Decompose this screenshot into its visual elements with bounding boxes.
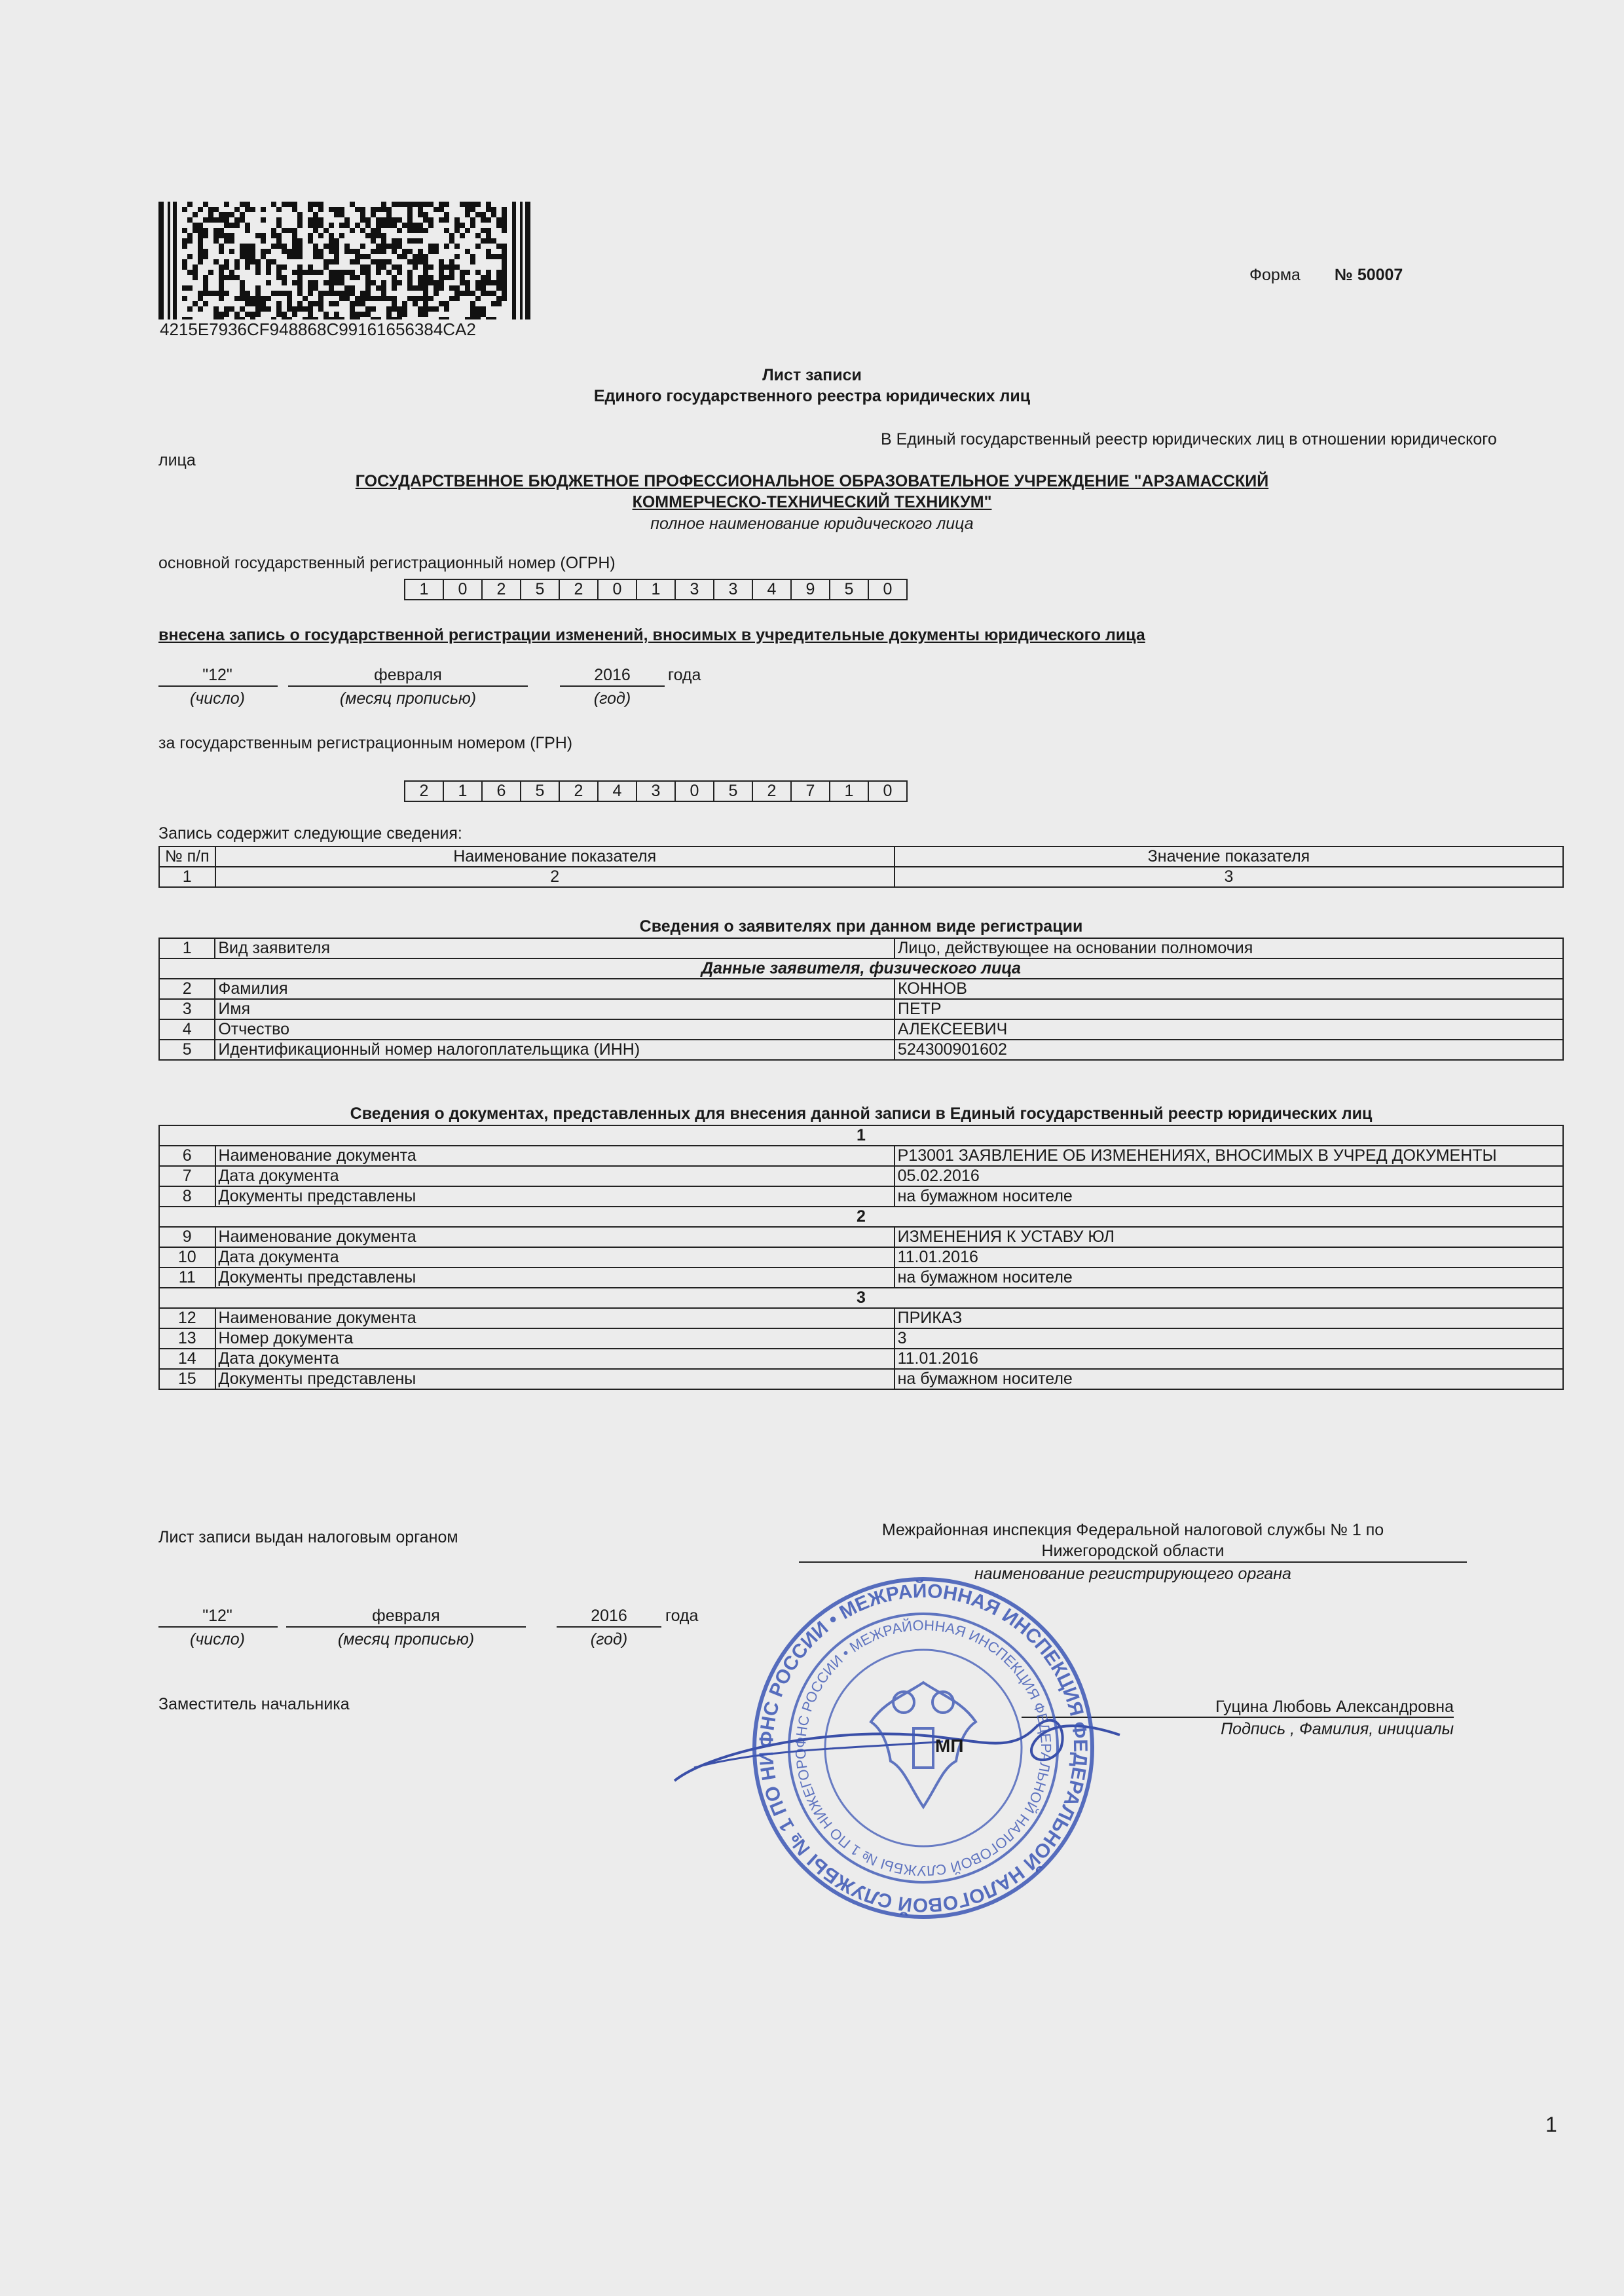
table-row (159, 1186, 1563, 1207)
intro-line1: В Единый государственный реестр юридических лиц в отношении юридического (881, 430, 1497, 448)
row-value: 3 (895, 1328, 1563, 1349)
table-row (159, 999, 1563, 1019)
table-row (159, 1247, 1563, 1267)
date1-year: 2016 (594, 666, 631, 684)
row-number: 1 (159, 938, 215, 958)
org-name-line1: ГОСУДАРСТВЕННОЕ БЮДЖЕТНОЕ ПРОФЕССИОНАЛЬНОЕ ОБРАЗОВАТЕЛЬНОЕ УЧРЕЖДЕНИЕ "АРЗАМАССКИЙ (355, 472, 1269, 490)
date2-year-caption: (год) (590, 1630, 628, 1649)
col-index-2: 2 (215, 867, 895, 887)
ogrn-digit: 0 (598, 579, 637, 600)
row-value: 524300901602 (895, 1040, 1563, 1060)
ogrn-digit: 9 (791, 579, 830, 600)
ogrn-digit: 3 (714, 579, 752, 600)
ogrn-digit: 1 (637, 579, 675, 600)
signer-name: Гуцина Любовь Александровна (1215, 1698, 1454, 1716)
col-header-label: Наименование показателя (215, 847, 895, 867)
table-row (159, 1328, 1563, 1349)
date1-month-caption: (месяц прописью) (339, 689, 477, 708)
date2-suffix: года (665, 1607, 699, 1625)
doc-group-number: 1 (159, 1125, 1563, 1146)
row-value: 05.02.2016 (895, 1166, 1563, 1186)
grn-digit: 1 (830, 781, 868, 801)
title-line1: Лист записи (762, 366, 862, 384)
row-label: Фамилия (215, 979, 895, 999)
row-number: 4 (159, 1019, 215, 1040)
row-number: 10 (159, 1247, 215, 1267)
documents-title: Сведения о документах, представленных для внесения данной записи в Единый государственный реестр юридических лиц (350, 1104, 1373, 1123)
date2-year: 2016 (591, 1607, 627, 1625)
svg-text:ФНС РОССИИ • МЕЖРАЙОННАЯ ИНСПЕ: ФНС РОССИИ • МЕЖРАЙОННАЯ ИНСПЕКЦИЯ ФЕДЕРАЛЬНОЙ НАЛОГОВОЙ СЛУЖБЫ № 1 ПО НИ (755, 1580, 1092, 1916)
applicant-subtitle: Данные заявителя, физического лица (159, 958, 1563, 979)
date2-month: февраля (372, 1607, 440, 1625)
row-value: ИЗМЕНЕНИЯ К УСТАВУ ЮЛ (895, 1227, 1563, 1247)
intro-line2: лица (158, 451, 196, 469)
org-name-caption: полное наименование юридического лица (650, 515, 974, 533)
seal-label: МП (935, 1736, 964, 1756)
position-label: Заместитель начальника (158, 1695, 350, 1713)
date1-year-caption: (год) (593, 689, 631, 708)
ogrn-digit: 4 (752, 579, 791, 600)
row-value: АЛЕКСЕЕВИЧ (895, 1019, 1563, 1040)
date2-day: "12" (202, 1607, 232, 1625)
date1-day: "12" (202, 666, 232, 684)
row-number: 5 (159, 1040, 215, 1060)
table-row (159, 1227, 1563, 1247)
authority-caption: наименование регистрирующего органа (974, 1565, 1291, 1583)
col-header-value: Значение показателя (895, 847, 1563, 867)
form-label: Форма (1249, 266, 1301, 284)
grn-digit: 4 (598, 781, 637, 801)
issued-label: Лист записи выдан налоговым органом (158, 1528, 458, 1546)
page-number: 1 (1545, 2113, 1557, 2136)
row-label: Наименование документа (215, 1146, 895, 1166)
ogrn-digit: 3 (675, 579, 714, 600)
header-table (158, 846, 1564, 888)
form-number: № 50007 (1335, 266, 1403, 284)
table-row (159, 979, 1563, 999)
row-label: Наименование документа (215, 1227, 895, 1247)
date1-suffix: года (668, 666, 701, 684)
table-row (159, 1308, 1563, 1328)
date2-month-caption: (месяц прописью) (337, 1630, 475, 1649)
row-label: Отчество (215, 1019, 895, 1040)
row-number: 9 (159, 1227, 215, 1247)
documents-table (158, 1125, 1564, 1390)
org-name-line2: КОММЕРЧЕСКО-ТЕХНИЧЕСКИЙ ТЕХНИКУМ" (632, 493, 992, 511)
row-number: 13 (159, 1328, 215, 1349)
date1-day-caption: (число) (190, 689, 245, 708)
entry-text: внесена запись о государственной регистрации изменений, вносимых в учредительные документы юридического лица (158, 626, 1145, 644)
table-row (159, 1166, 1563, 1186)
grn-digit: 0 (675, 781, 714, 801)
row-value: ПРИКАЗ (895, 1308, 1563, 1328)
row-number: 8 (159, 1186, 215, 1207)
grn-boxes (404, 780, 908, 802)
record-intro: Запись содержит следующие сведения: (158, 824, 462, 843)
table-row (159, 1040, 1563, 1060)
row-label: Идентификационный номер налогоплательщика (ИНН) (215, 1040, 895, 1060)
grn-digit: 6 (482, 781, 521, 801)
row-number: 7 (159, 1166, 215, 1186)
row-label: Документы представлены (215, 1267, 895, 1288)
grn-digit: 2 (405, 781, 443, 801)
doc-group-number: 2 (159, 1207, 1563, 1227)
row-number: 3 (159, 999, 215, 1019)
ogrn-digit: 1 (405, 579, 443, 600)
grn-digit: 3 (637, 781, 675, 801)
row-value: на бумажном носителе (895, 1267, 1563, 1288)
ogrn-digit: 5 (521, 579, 559, 600)
authority-line1: Межрайонная инспекция Федеральной налоговой службы № 1 по (881, 1521, 1384, 1539)
table-row (159, 1369, 1563, 1389)
row-label: Документы представлены (215, 1369, 895, 1389)
row-value: ПЕТР (895, 999, 1563, 1019)
table-row (159, 1146, 1563, 1166)
grn-digit: 2 (752, 781, 791, 801)
table-row (159, 938, 1563, 958)
official-stamp (747, 1571, 1100, 1925)
table-row (159, 1019, 1563, 1040)
row-value: 11.01.2016 (895, 1349, 1563, 1369)
title-line2: Единого государственного реестра юридических лиц (593, 387, 1031, 405)
row-label: Дата документа (215, 1166, 895, 1186)
ogrn-digit: 2 (559, 579, 598, 600)
row-number: 11 (159, 1267, 215, 1288)
authority-line2: Нижегородской области (1041, 1542, 1225, 1560)
row-label: Имя (215, 999, 895, 1019)
row-number: 12 (159, 1308, 215, 1328)
grn-digit: 7 (791, 781, 830, 801)
ogrn-label: основной государственный регистрационный номер (ОГРН) (158, 554, 616, 572)
row-label: Вид заявителя (215, 938, 895, 958)
doc-group-number: 3 (159, 1288, 1563, 1308)
applicants-table (158, 938, 1564, 1061)
grn-digit: 5 (714, 781, 752, 801)
table-row (159, 1349, 1563, 1369)
row-label: Документы представлены (215, 1186, 895, 1207)
grn-digit: 1 (443, 781, 482, 801)
row-number: 14 (159, 1349, 215, 1369)
row-value: Лицо, действующее на основании полномочия (895, 938, 1563, 958)
col-index-1: 1 (159, 867, 215, 887)
grn-label: за государственным регистрационным номером (ГРН) (158, 734, 573, 752)
ogrn-digit: 0 (443, 579, 482, 600)
col-header-num: № п/п (159, 847, 215, 867)
barcode (158, 202, 532, 319)
row-value: 11.01.2016 (895, 1247, 1563, 1267)
table-row (159, 1267, 1563, 1288)
date1-month: февраля (374, 666, 442, 684)
date2-day-caption: (число) (190, 1630, 245, 1649)
ogrn-boxes (404, 579, 908, 600)
row-value: на бумажном носителе (895, 1186, 1563, 1207)
signer-caption: Подпись , Фамилия, инициалы (1221, 1720, 1454, 1738)
row-value: на бумажном носителе (895, 1369, 1563, 1389)
row-value: Р13001 ЗАЯВЛЕНИЕ ОБ ИЗМЕНЕНИЯХ, ВНОСИМЫХ В УЧРЕД ДОКУМЕНТЫ (895, 1146, 1563, 1166)
row-label: Дата документа (215, 1349, 895, 1369)
row-label: Дата документа (215, 1247, 895, 1267)
col-index-3: 3 (895, 867, 1563, 887)
ogrn-digit: 2 (482, 579, 521, 600)
applicants-title: Сведения о заявителях при данном виде регистрации (639, 917, 1083, 936)
row-label: Наименование документа (215, 1308, 895, 1328)
grn-digit: 5 (521, 781, 559, 801)
row-number: 6 (159, 1146, 215, 1166)
grn-digit: 0 (868, 781, 907, 801)
ogrn-digit: 0 (868, 579, 907, 600)
row-value: КОННОВ (895, 979, 1563, 999)
row-number: 15 (159, 1369, 215, 1389)
svg-text:ФНС РОССИИ • МЕЖРАЙОННАЯ ИНСПЕ: ФНС РОССИИ • МЕЖРАЙОННАЯ ИНСПЕКЦИЯ ФЕДЕРАЛЬНОЙ НАЛОГОВОЙ СЛУЖБЫ № 1 ПО НИЖЕГОРО (792, 1616, 1055, 1880)
ogrn-digit: 5 (830, 579, 868, 600)
row-label: Номер документа (215, 1328, 895, 1349)
barcode-text: 4215E7936CF948868C99161656384CA2 (160, 319, 476, 339)
row-number: 2 (159, 979, 215, 999)
grn-digit: 2 (559, 781, 598, 801)
